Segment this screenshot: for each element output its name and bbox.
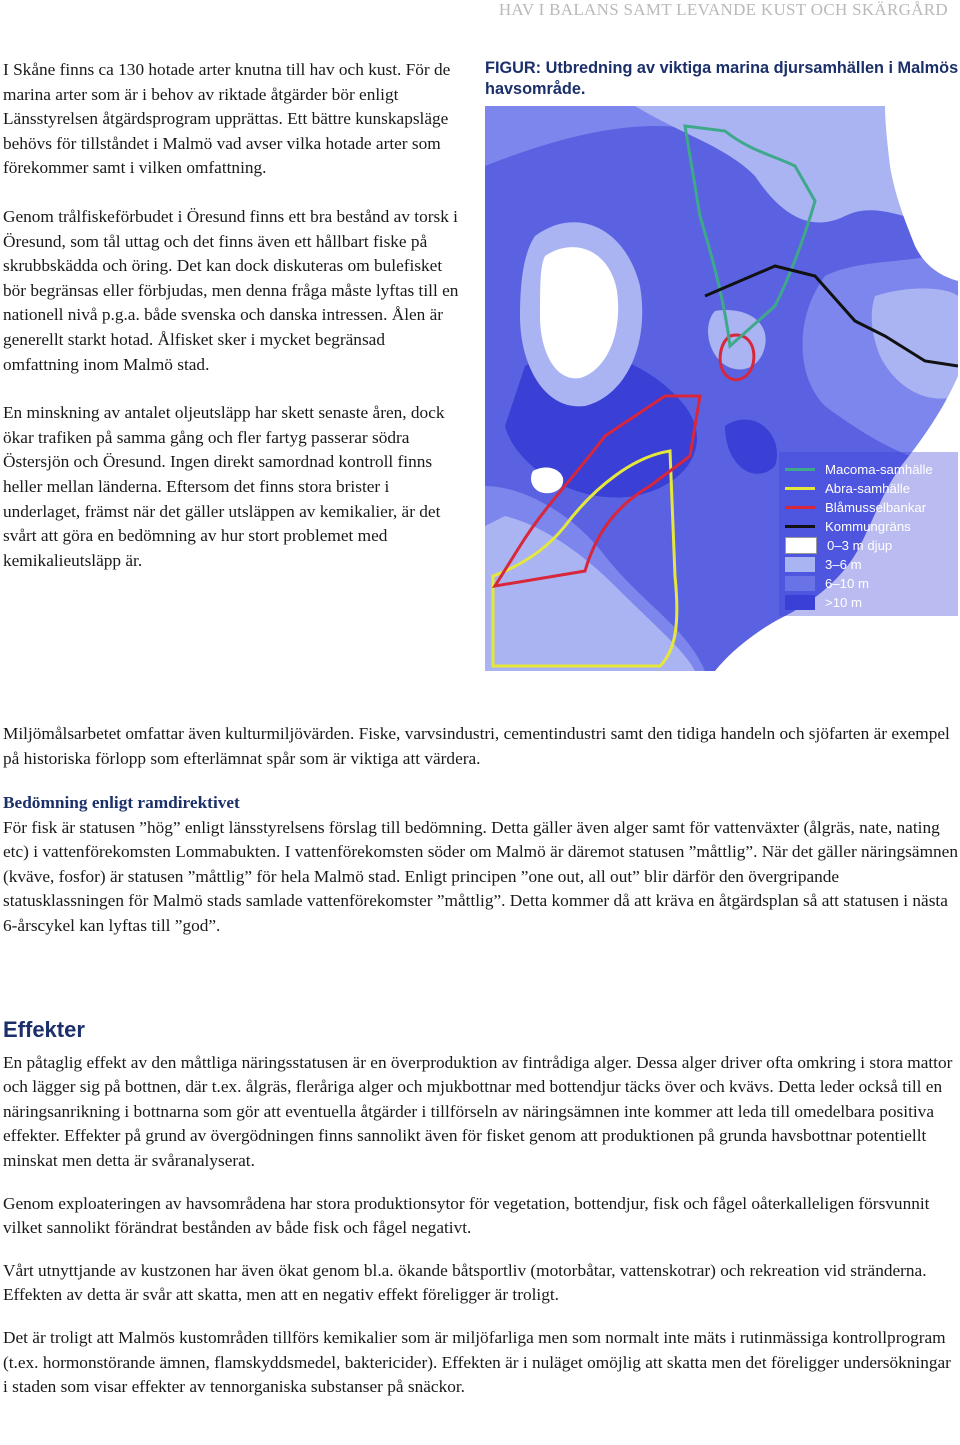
marine-community-map: [485, 106, 958, 671]
legend-item-depth-6-10: [785, 574, 955, 593]
intro-paragraph-block: [3, 722, 958, 771]
legend-swatch-macoma: [785, 468, 815, 471]
assessment-text: För fisk är statusen ”hög” enligt länsstyrelsens förslag till bedömning. Detta gäller även alger samt för vattenväxter (ålgräs, nate, nating etc) i vattenförekomsten Lommabukten. I vattenförekomsten söder om Malmö är däremot statusen ”måttlig”. När det gäller näringsämnen (kväve, fosfor) är statusen ”måttlig” för hela Malmö stad. Enligt principen ”one out, all out” blir därför den övergripande statusklassningen för Malmö stads samlade vattenförekomster ”måttlig”. Detta kommer då att kräva en åtgärdsplan så att statusen i nästa 6-årscykel kan lyftas till ”god”.: [3, 817, 958, 935]
effects-paragraph-algae: En påtaglig effekt av den måttliga näringsstatusen är en överproduktion av fintrådiga alger. Dessa alger driver ofta omkring i stora mattor och lägger sig på bottnen, där t.ex. ålgräs, fleråriga alger och mjukbottnar med bottendjur täcks över och kvävs. Detta leder också till en näringsanrikning i bottnarna som gör att eventuella åtgärder i tillförseln av näringsämnen inte kommer att leda till omedelbara positiva effekter. Effekter på grund av övergödningen finns sannolikt även för fisket genom att produktionen på grunda havsbottnar potentiellt minskat men detta är svåranalyserat.: [3, 1052, 953, 1170]
legend-swatch-depth-6-10: [785, 576, 815, 591]
legend-swatch-mussel: [785, 506, 815, 509]
figure-column: [485, 58, 960, 671]
effects-paragraph-chemicals: Det är troligt att Malmös kustområden tillförs kemikalier som är miljöfarliga men som normalt inte mäts i rutinmässiga kontrollprogram (t.ex. hormonstörande ämnen, flamskyddsmedel, baktericider). Effekten är i nuläget omöjlig att skatta men det föreligger undersökningar i staden som visar effekter av tennorganiska substanser på snäckor.: [3, 1327, 951, 1397]
figure-caption: FIGUR: Utbredning av viktiga marina djursamhällen i Malmös havsområde.: [485, 59, 959, 98]
assessment-heading: Bedömning enligt ramdirektivet: [3, 793, 240, 812]
legend-swatch-depth-0-3: [785, 537, 817, 554]
legend-label-border: Kommungräns: [825, 519, 911, 534]
legend-swatch-border: [785, 525, 815, 528]
running-header: HAV I BALANS SAMT LEVANDE KUST OCH SKÄRGÅRD: [498, 0, 948, 19]
legend-swatch-depth-3-6: [785, 557, 815, 572]
effects-heading: Effekter: [3, 1017, 85, 1042]
legend-label-depth-6-10: 6–10 m: [825, 576, 869, 591]
paragraph-cultural-heritage: Miljömålsarbetet omfattar även kulturmiljövärden. Fiske, varvsindustri, cementindustri samt den tidiga handeln och sjöfarten är exempel på historiska förlopp som efterlämnat spår som är viktiga att värdera.: [3, 724, 950, 768]
legend-label-depth-10: >10 m: [825, 595, 863, 610]
map-legend: [785, 460, 955, 612]
assessment-section: [3, 791, 958, 939]
legend-swatch-depth-10: [785, 595, 815, 610]
legend-item-abra: [785, 479, 955, 498]
left-column: [3, 58, 463, 597]
effects-paragraph-recreation: Vårt utnyttjande av kustzonen har även ökat genom bl.a. ökande båtsportliv (motorbåtar, vattenskotrar) och rekreation vid stränderna. Effekten av detta är svår att skatta, men att en negativ effekt föreligger är troligt.: [3, 1260, 927, 1305]
legend-label-depth-0-3: 0–3 m djup: [827, 538, 893, 553]
legend-item-depth-3-6: [785, 555, 955, 574]
legend-label-abra: Abra-samhälle: [825, 481, 911, 496]
paragraph-oil-spills: En minskning av antalet oljeutsläpp har skett senaste åren, dock ökar trafiken på samma gång och fler fartyg passerar södra Östersjön och Öresund. Ingen direkt samordnad kontroll finns heller mellan länderna. Eftersom det finns stora brister i underlaget, främst när det gäller utsläppen av kemikalier, är det svårt att göra en bedömning av hur stort problemet med kemikalieutsläpp är.: [3, 403, 445, 570]
legend-label-macoma: Macoma-samhälle: [825, 462, 933, 477]
paragraph-fishing: Genom trålfiskeförbudet i Öresund finns ett bra bestånd av torsk i Öresund, som tål uttag och det finns även ett hållbart fiske på skrubbskädda och öring. Det kan dock diskuteras om bulefisket bör begränsas eller förbjudas, men denna fråga måste lyftas till en nationell nivå p.g.a. både svenska och danska intressen. Ålen är generellt starkt hotad. Ålfisket sker i mycket begränsad omfattning inom Malmö stad.: [3, 206, 459, 374]
legend-item-depth-10: [785, 593, 955, 612]
legend-swatch-abra: [785, 487, 815, 490]
legend-item-border: [785, 517, 955, 536]
legend-item-depth-0-3: [785, 536, 955, 555]
legend-label-mussel: Blåmusselbankar: [825, 500, 927, 515]
legend-label-depth-3-6: 3–6 m: [825, 557, 862, 572]
legend-item-macoma: [785, 460, 955, 479]
effects-section: [3, 1018, 958, 1400]
paragraph-threatened-species: I Skåne finns ca 130 hotade arter knutna till hav och kust. För de marina arter som är i behov av riktade åtgärder bör enligt Länsstyrelsen åtgärdsprogram upprättas. Ett bättre kunskapsläge behövs för tillståndet i Malmö vad avser vilka hotade arter som förekommer samt i vilken omfattning.: [3, 60, 451, 178]
effects-paragraph-exploitation: Genom exploateringen av havsområdena har stora produktionsytor för vegetation, bottendjur, fisk och fågel oåterkalleligen försvunnit vilket sannolikt förändrat bestånden av både fisk och fågel negativt.: [3, 1193, 930, 1238]
legend-item-mussel: [785, 498, 955, 517]
